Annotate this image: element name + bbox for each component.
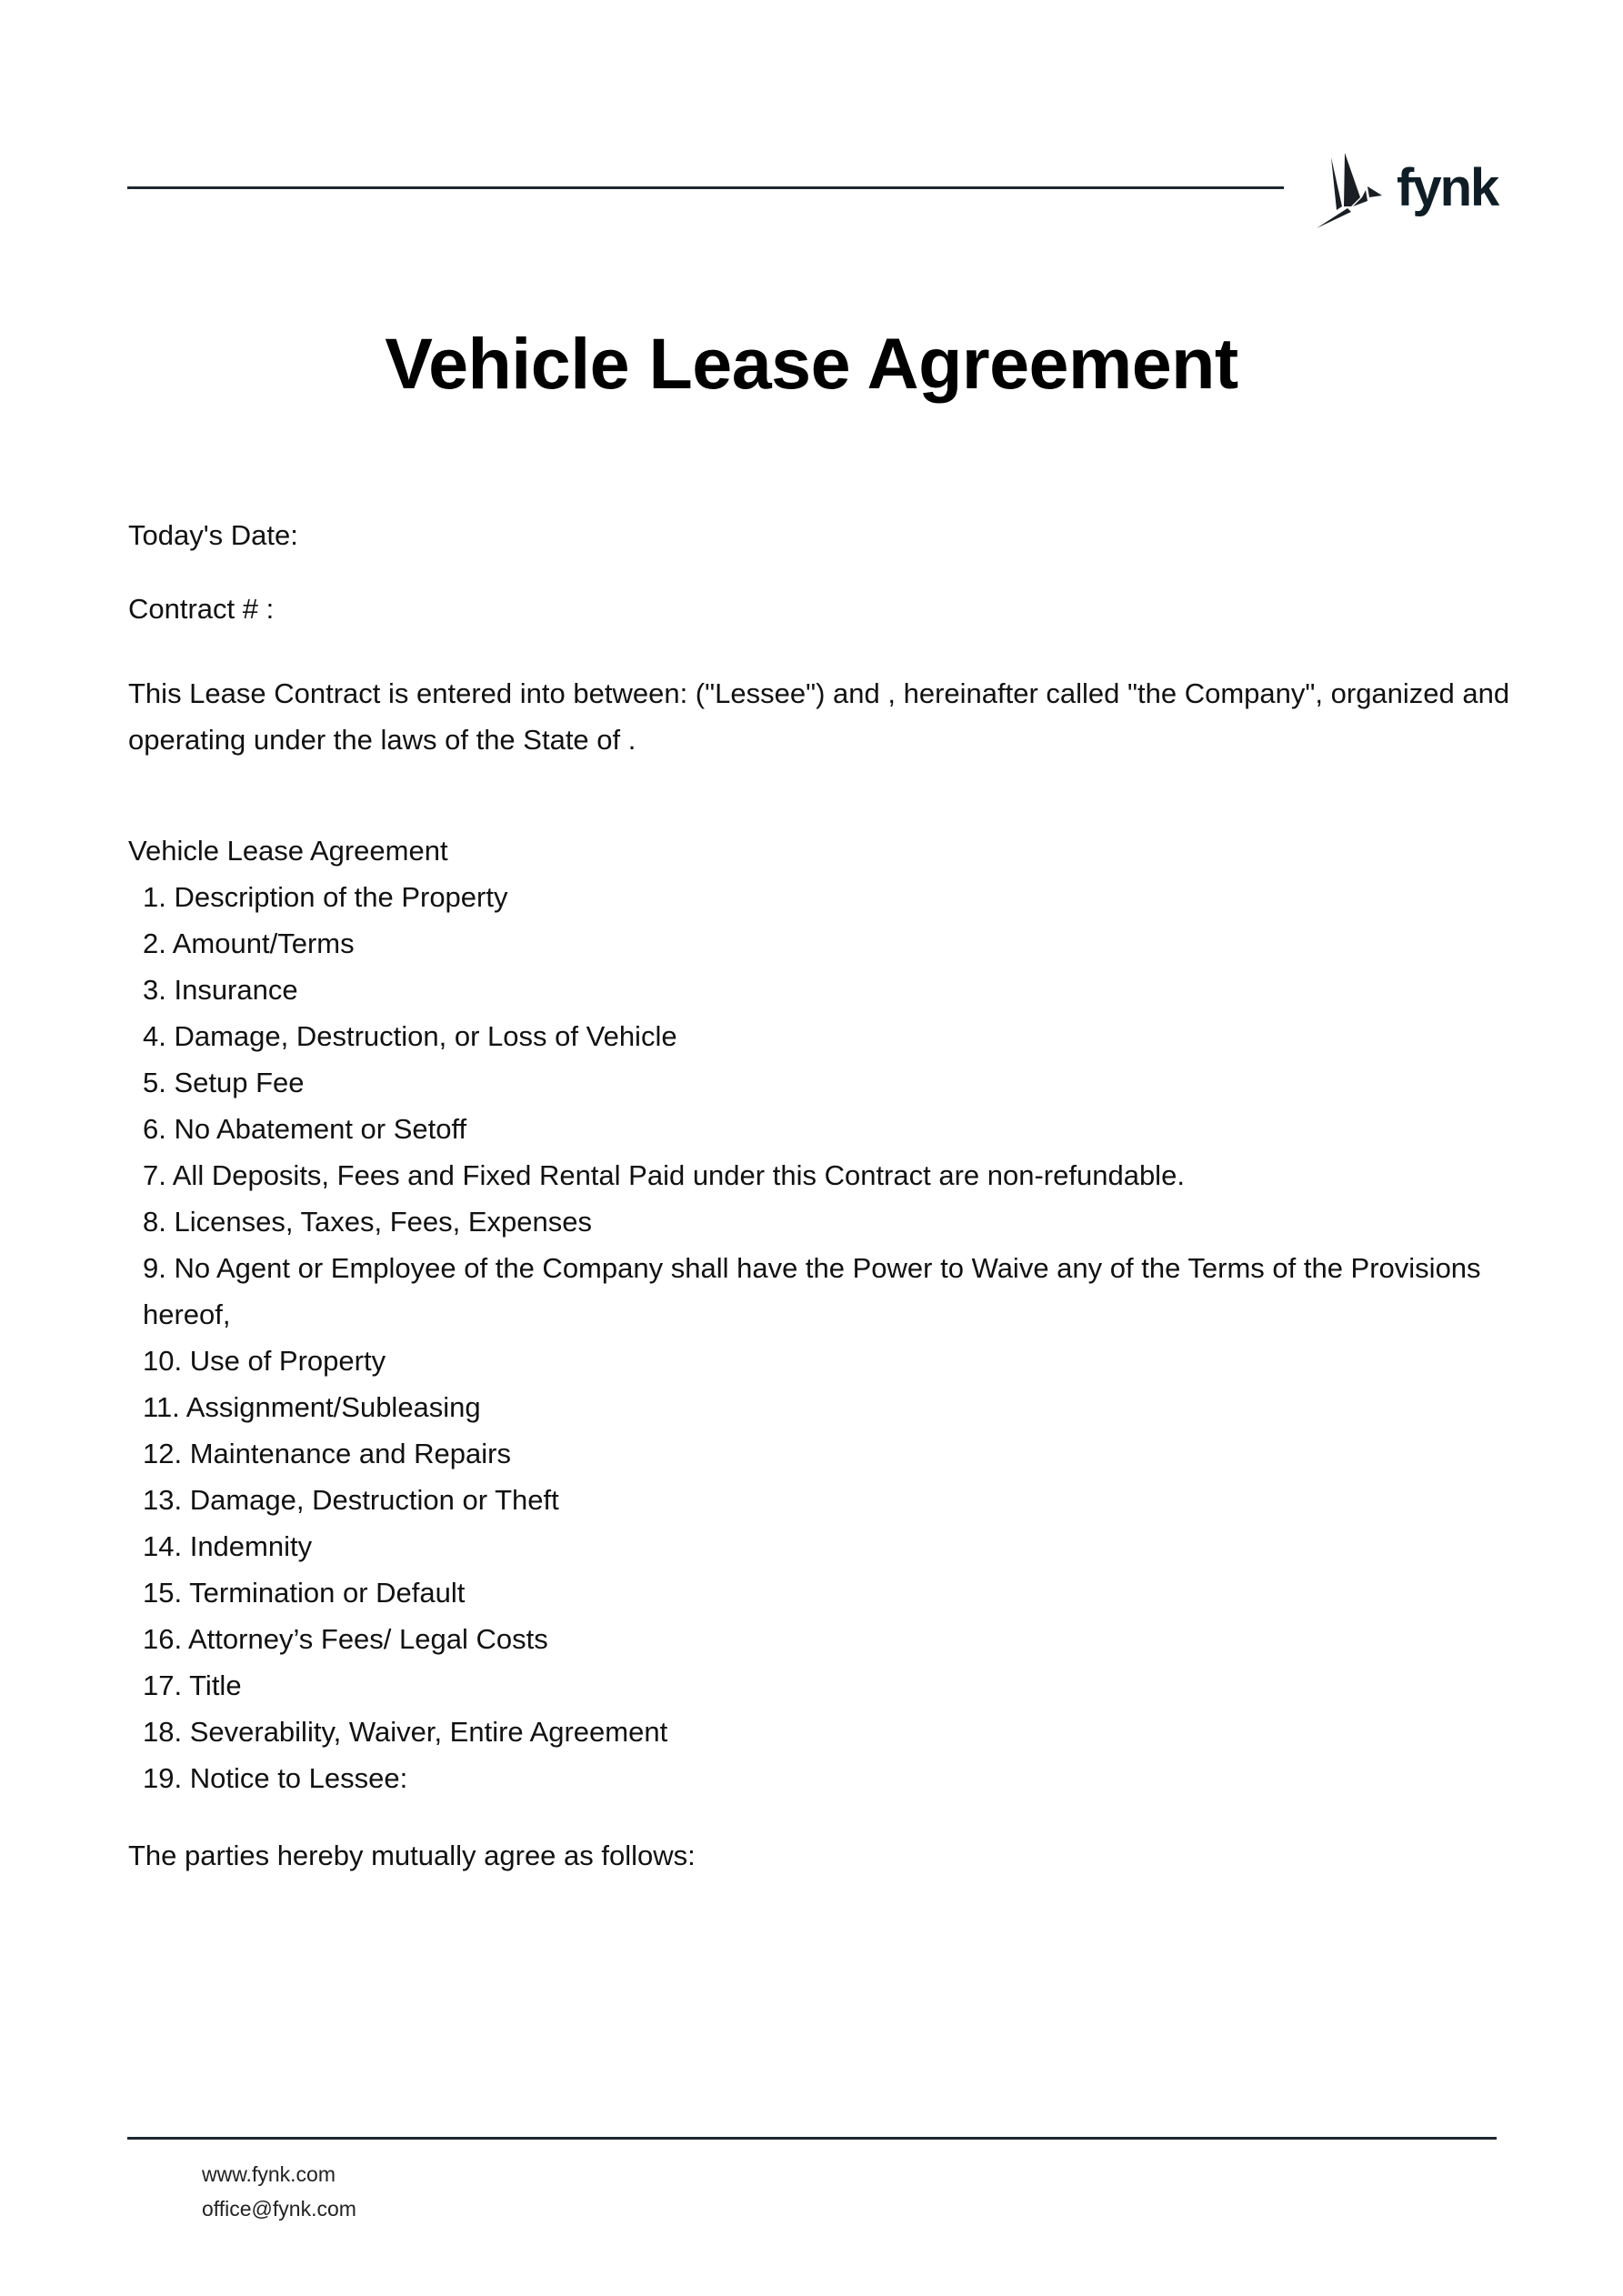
document-title: Vehicle Lease Agreement xyxy=(385,323,1238,404)
toc-item: 4. Damage, Destruction, or Loss of Vehicle xyxy=(143,1020,677,1052)
footer-website-link[interactable]: www.fynk.com xyxy=(202,2162,336,2186)
footer xyxy=(202,2157,356,2226)
toc-item: 3. Insurance xyxy=(143,974,298,1006)
toc-item: 11. Assignment/Subleasing xyxy=(143,1391,481,1423)
toc-item: 19. Notice to Lessee: xyxy=(143,1762,408,1794)
toc-heading: Vehicle Lease Agreement xyxy=(128,835,448,867)
toc-item: 7. All Deposits, Fees and Fixed Rental Paid under this Contract are non-refundable. xyxy=(143,1159,1185,1191)
todays-date-label: Today's Date: xyxy=(128,519,298,551)
toc-item: 17. Title xyxy=(143,1669,242,1701)
toc-item: 15. Termination or Default xyxy=(143,1577,466,1609)
toc-list xyxy=(128,874,1510,1801)
toc-item: 5. Setup Fee xyxy=(143,1067,305,1098)
toc-item: 10. Use of Property xyxy=(143,1345,386,1377)
toc-item: 8. Licenses, Taxes, Fees, Expenses xyxy=(143,1206,592,1238)
table-of-contents xyxy=(128,827,1510,1801)
footer-divider xyxy=(127,2137,1497,2140)
toc-item: 16. Attorney’s Fees/ Legal Costs xyxy=(143,1623,548,1655)
header-divider xyxy=(127,186,1284,189)
toc-item: 9. No Agent or Employee of the Company shall have the Power to Waive any of the Terms of the Provisions hereof, xyxy=(143,1252,1481,1330)
toc-item: 18. Severability, Waiver, Entire Agreement xyxy=(143,1716,668,1748)
footer-email-link[interactable]: office@fynk.com xyxy=(202,2197,356,2221)
toc-item: 12. Maintenance and Repairs xyxy=(143,1438,511,1469)
brand-logo xyxy=(1315,149,1506,231)
toc-item: 1. Description of the Property xyxy=(143,881,508,913)
contract-number-label: Contract # : xyxy=(128,593,275,625)
toc-item: 2. Amount/Terms xyxy=(143,927,355,959)
closing-line: The parties hereby mutually agree as follows: xyxy=(128,1840,696,1871)
brand-name: fynk xyxy=(1397,157,1498,217)
toc-item: 6. No Abatement or Setoff xyxy=(143,1113,467,1145)
toc-item: 13. Damage, Destruction or Theft xyxy=(143,1484,559,1516)
toc-item: 14. Indemnity xyxy=(143,1530,313,1562)
origami-bird-icon xyxy=(1315,150,1384,230)
intro-paragraph: This Lease Contract is entered into between: ("Lessee") and , hereinafter called "the Company", organized and operating under the laws of the State of . xyxy=(128,677,1510,756)
